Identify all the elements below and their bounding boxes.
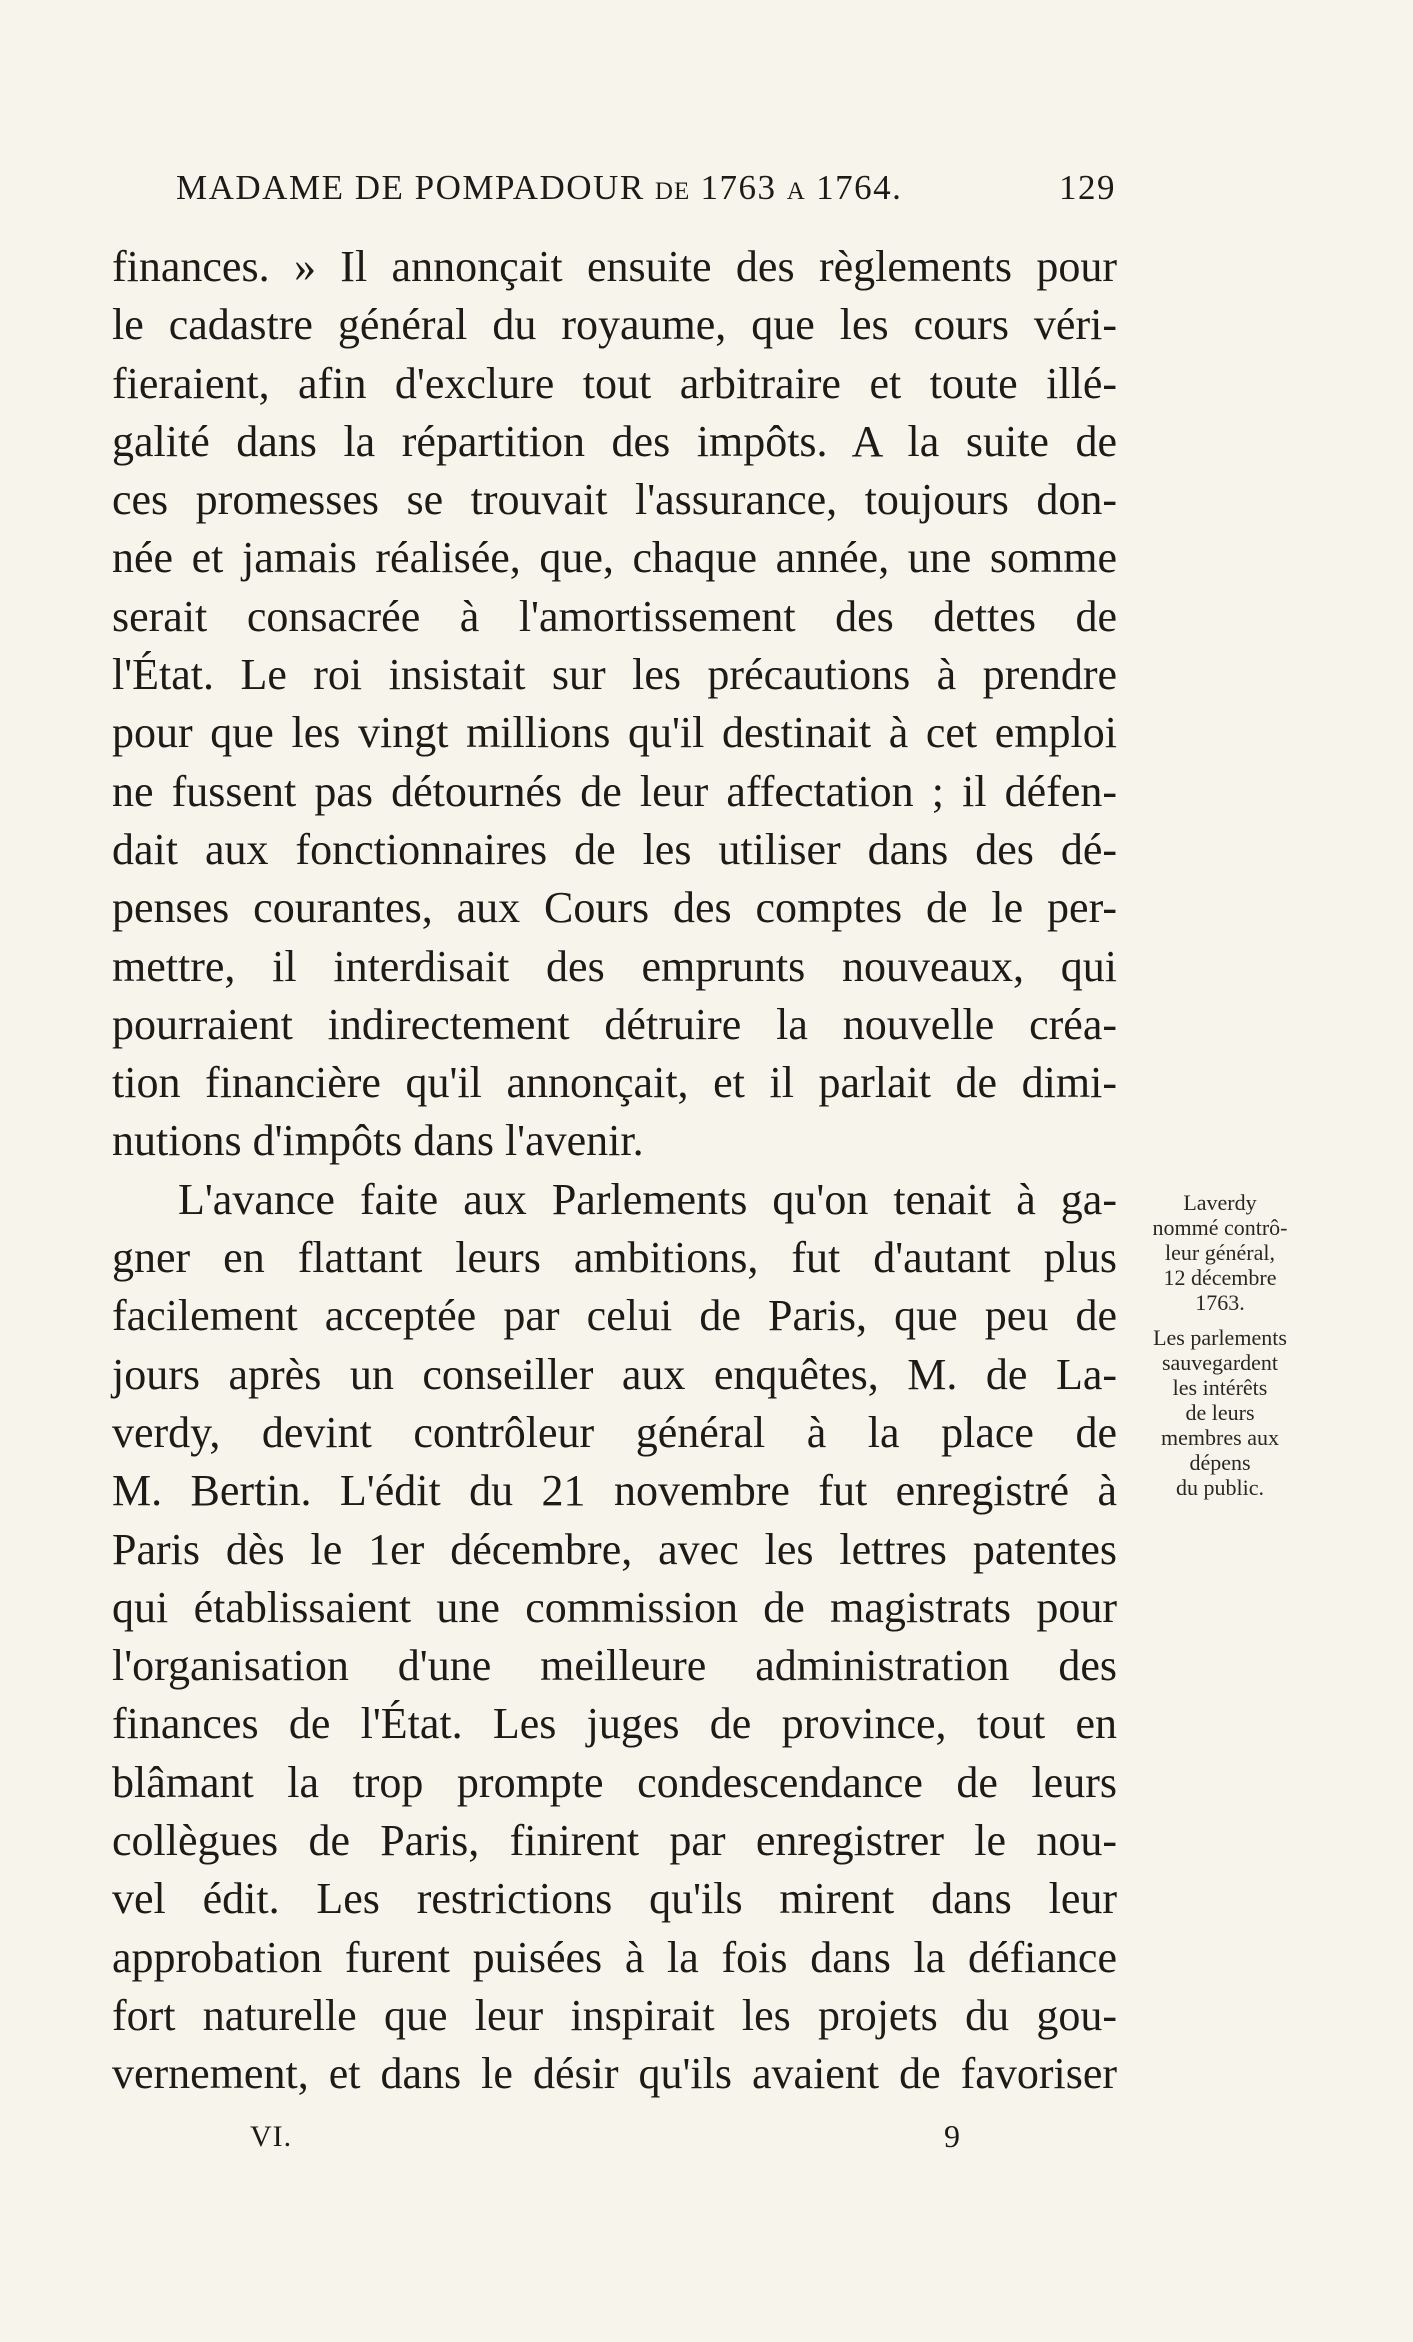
running-title-de: DE: [654, 178, 691, 205]
running-title-main: MADAME DE POMPADOUR: [176, 168, 645, 207]
text-line: l'État. Le roi insistait sur les précautions à prendre: [112, 650, 1117, 700]
running-title-year-end: 1764.: [816, 168, 903, 207]
text-line: ne fussent pas détournés de leur affectation ; il défen-: [112, 766, 1117, 816]
text-line: galité dans la répartition des impôts. A la suite de: [112, 416, 1117, 466]
text-line: tion financière qu'il annonçait, et il parlait de dimi-: [112, 1058, 1117, 1108]
margin-note-line: membres aux: [1161, 1425, 1279, 1450]
text-line: finances. » Il annonçait ensuite des règlements pour: [112, 242, 1117, 291]
text-line: pour que les vingt millions qu'il destinait à cet emploi: [112, 708, 1117, 758]
margin-note-line: 12 décembre: [1163, 1265, 1277, 1290]
text-line: serait consacrée à l'amortissement des dettes de: [112, 591, 1117, 641]
text-line: gner en flattant leurs ambitions, fut d'autant plus: [112, 1233, 1117, 1283]
running-head: [176, 168, 1116, 208]
margin-note-line: du public.: [1176, 1475, 1264, 1500]
text-line-paragraph-end: nutions d'impôts dans l'avenir.: [112, 1116, 644, 1166]
running-title-year-start: 1763: [700, 168, 777, 207]
signature-folio: 9: [944, 2118, 960, 2154]
text-line: finances de l'État. Les juges de province, tout en: [112, 1699, 1117, 1749]
text-line-paragraph-start: L'avance faite aux Parlements qu'on tenait à ga-: [178, 1174, 1117, 1224]
text-line: ces promesses se trouvait l'assurance, toujours don-: [112, 475, 1117, 525]
body-text: [112, 238, 1117, 2104]
margin-note-line: Les parlements: [1153, 1325, 1287, 1350]
text-line: verdy, devint contrôleur général à la place de: [112, 1407, 1117, 1457]
text-line: fort naturelle que leur inspirait les projets du gou-: [112, 1990, 1117, 2040]
text-line: M. Bertin. L'édit du 21 novembre fut enregistré à: [112, 1466, 1117, 1516]
text-line: fieraient, afin d'exclure tout arbitraire et toute illé-: [112, 358, 1117, 408]
text-line: dait aux fonctionnaires de les utiliser dans des dé-: [112, 824, 1117, 874]
margin-note-line: leur général,: [1165, 1240, 1275, 1265]
text-line: blâmant la trop prompte condescendance de leurs: [112, 1757, 1117, 1807]
text-line: née et jamais réalisée, que, chaque année, une somme: [112, 533, 1117, 583]
text-line: approbation furent puisées à la fois dans la défiance: [112, 1932, 1117, 1982]
text-line: facilement acceptée par celui de Paris, que peu de: [112, 1291, 1117, 1341]
margin-note-line: 1763.: [1195, 1290, 1245, 1315]
text-line: le cadastre général du royaume, que les cours véri-: [112, 300, 1117, 350]
text-line: collègues de Paris, finirent par enregistrer le nou-: [112, 1816, 1117, 1866]
gathering-signature: VI.: [250, 2120, 293, 2153]
page-number: 129: [1059, 168, 1116, 207]
running-title-a: A: [786, 178, 806, 205]
text-line: penses courantes, aux Cours des comptes de le per-: [112, 883, 1117, 933]
margin-notes: [1120, 1190, 1320, 1500]
margin-note-line: Laverdy: [1183, 1190, 1257, 1215]
text-line: jours après un conseiller aux enquêtes, M. de La-: [112, 1349, 1117, 1399]
text-line: l'organisation d'une meilleure administration des: [112, 1641, 1117, 1691]
text-line: Paris dès le 1er décembre, avec les lettres patentes: [112, 1524, 1117, 1574]
text-line: vernement, et dans le désir qu'ils avaient de favoriser: [112, 2049, 1117, 2099]
running-title: [176, 168, 1059, 208]
text-line: qui établissaient une commission de magistrats pour: [112, 1582, 1117, 1632]
text-line: vel édit. Les restrictions qu'ils mirent dans leur: [112, 1874, 1117, 1924]
margin-note-line: sauvegardent: [1161, 1350, 1279, 1375]
margin-note-line: dépens: [1189, 1450, 1251, 1475]
margin-note-line: nommé contrô-: [1152, 1215, 1288, 1240]
margin-note-line: de leurs: [1185, 1400, 1255, 1425]
margin-note-line: les intérêts: [1172, 1375, 1268, 1400]
margin-note-gap: [1120, 1315, 1320, 1325]
text-line: mettre, il interdisait des emprunts nouveaux, qui: [112, 941, 1117, 991]
text-line: pourraient indirectement détruire la nouvelle créa-: [112, 999, 1117, 1049]
